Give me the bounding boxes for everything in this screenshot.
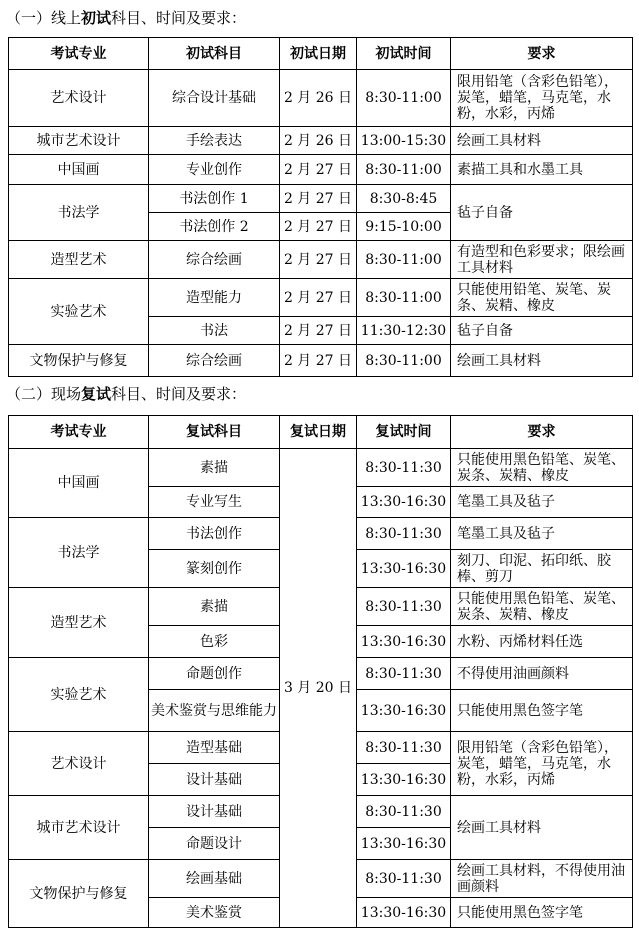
table-header-row — [9, 416, 633, 449]
cell-subject: 综合设计基础 — [149, 70, 280, 127]
cell-time: 13:30-16:30 — [357, 828, 451, 860]
header-major: 考试专业 — [9, 38, 149, 70]
cell-time: 8:30-11:30 — [357, 658, 451, 690]
table-row — [9, 185, 633, 213]
cell-date: 2 月 27 日 — [280, 279, 357, 317]
cell-major: 造型艺术 — [9, 588, 149, 658]
cell-time: 13:00-15:30 — [357, 127, 451, 155]
header-date: 复试日期 — [280, 416, 357, 449]
cell-date: 2 月 27 日 — [280, 185, 357, 213]
section1-suffix: 科目、时间及要求： — [111, 9, 247, 27]
cell-subject: 绘画基础 — [149, 860, 280, 898]
cell-time: 8:30-11:00 — [357, 70, 451, 127]
cell-requirement: 绘画工具材料，不得使用油画颜料 — [451, 860, 633, 898]
cell-requirement: 毡子自备 — [451, 185, 633, 241]
cell-time: 11:30-12:30 — [357, 317, 451, 345]
cell-subject: 造型基础 — [149, 732, 280, 764]
cell-subject: 书法 — [149, 317, 280, 345]
cell-subject: 色彩 — [149, 626, 280, 658]
preliminary-exam-table — [8, 37, 633, 377]
cell-requirement: 只能使用黑色铅笔、炭笔、炭条、炭精、橡皮 — [451, 449, 633, 487]
cell-time: 8:30-8:45 — [357, 185, 451, 213]
cell-major: 文物保护与修复 — [9, 345, 149, 377]
cell-major: 中国画 — [9, 155, 149, 185]
cell-subject: 美术鉴赏与思维能力 — [149, 690, 280, 732]
cell-subject: 书法创作 2 — [149, 213, 280, 241]
cell-requirement: 只能使用黑色铅笔、炭笔、炭条、炭精、橡皮 — [451, 588, 633, 626]
cell-time: 13:30-16:30 — [357, 690, 451, 732]
cell-requirement: 限用铅笔（含彩色铅笔），炭笔，蜡笔，马克笔，水粉，水彩，丙烯 — [451, 732, 633, 796]
header-date: 初试日期 — [280, 38, 357, 70]
cell-date: 2 月 26 日 — [280, 70, 357, 127]
table-row — [9, 449, 633, 487]
section2-suffix: 科目、时间及要求： — [111, 385, 247, 403]
cell-time: 13:30-16:30 — [357, 550, 451, 588]
cell-requirement: 笔墨工具及毡子 — [451, 518, 633, 550]
cell-time: 8:30-11:00 — [357, 155, 451, 185]
cell-subject: 书法创作 1 — [149, 185, 280, 213]
cell-time: 13:30-16:30 — [357, 764, 451, 796]
cell-time: 13:30-16:30 — [357, 626, 451, 658]
cell-subject: 设计基础 — [149, 796, 280, 828]
cell-time: 8:30-11:30 — [357, 732, 451, 764]
table-row — [9, 279, 633, 317]
cell-date: 2 月 27 日 — [280, 345, 357, 377]
cell-subject: 造型能力 — [149, 279, 280, 317]
cell-requirement: 绘画工具材料 — [451, 127, 633, 155]
section2-heading — [6, 384, 246, 404]
cell-time: 8:30-11:30 — [357, 860, 451, 898]
header-time: 初试时间 — [357, 38, 451, 70]
cell-major: 书法学 — [9, 518, 149, 588]
cell-subject: 美术鉴赏 — [149, 898, 280, 928]
cell-requirement: 只能使用黑色签字笔 — [451, 898, 633, 928]
cell-requirement: 绘画工具材料 — [451, 796, 633, 860]
table-row — [9, 127, 633, 155]
cell-major: 艺术设计 — [9, 732, 149, 796]
cell-subject: 设计基础 — [149, 764, 280, 796]
cell-subject: 综合绘画 — [149, 241, 280, 279]
header-requirement: 要求 — [451, 38, 633, 70]
cell-requirement: 笔墨工具及毡子 — [451, 487, 633, 518]
retest-exam-table — [8, 415, 633, 928]
cell-subject: 素描 — [149, 588, 280, 626]
table-row — [9, 70, 633, 127]
cell-subject: 专业创作 — [149, 155, 280, 185]
cell-time: 8:30-11:00 — [357, 279, 451, 317]
cell-major: 城市艺术设计 — [9, 127, 149, 155]
cell-date: 2 月 27 日 — [280, 241, 357, 279]
section1-bold: 初试 — [81, 9, 112, 27]
table-row — [9, 155, 633, 185]
section1-heading — [6, 8, 246, 28]
cell-time: 13:30-16:30 — [357, 487, 451, 518]
cell-subject: 命题创作 — [149, 658, 280, 690]
header-major: 考试专业 — [9, 416, 149, 449]
cell-major: 城市艺术设计 — [9, 796, 149, 860]
cell-subject: 篆刻创作 — [149, 550, 280, 588]
cell-requirement: 刻刀、印泥、拓印纸、胶棒、剪刀 — [451, 550, 633, 588]
cell-time: 8:30-11:00 — [357, 345, 451, 377]
cell-date: 2 月 27 日 — [280, 317, 357, 345]
cell-requirement: 水粉、丙烯材料任选 — [451, 626, 633, 658]
cell-date: 2 月 27 日 — [280, 213, 357, 241]
cell-major: 艺术设计 — [9, 70, 149, 127]
cell-date: 3 月 20 日 — [280, 449, 357, 928]
header-requirement: 要求 — [451, 416, 633, 449]
cell-requirement: 毡子自备 — [451, 317, 633, 345]
cell-major: 中国画 — [9, 449, 149, 518]
header-subject: 复试科目 — [149, 416, 280, 449]
cell-major: 造型艺术 — [9, 241, 149, 279]
cell-date: 2 月 27 日 — [280, 155, 357, 185]
cell-date: 2 月 26 日 — [280, 127, 357, 155]
cell-time: 8:30-11:30 — [357, 588, 451, 626]
cell-time: 8:30-11:30 — [357, 449, 451, 487]
cell-subject: 综合绘画 — [149, 345, 280, 377]
table-row — [9, 241, 633, 279]
cell-subject: 素描 — [149, 449, 280, 487]
cell-time: 8:30-11:30 — [357, 518, 451, 550]
cell-major: 实验艺术 — [9, 279, 149, 345]
header-time: 复试时间 — [357, 416, 451, 449]
cell-time: 13:30-16:30 — [357, 898, 451, 928]
section2-bold: 复试 — [81, 385, 112, 403]
cell-requirement: 限用铅笔（含彩色铅笔），炭笔，蜡笔，马克笔，水粉，水彩，丙烯 — [451, 70, 633, 127]
cell-major: 文物保护与修复 — [9, 860, 149, 928]
cell-time: 9:15-10:00 — [357, 213, 451, 241]
cell-subject: 专业写生 — [149, 487, 280, 518]
cell-subject: 命题设计 — [149, 828, 280, 860]
cell-subject: 手绘表达 — [149, 127, 280, 155]
cell-subject: 书法创作 — [149, 518, 280, 550]
cell-requirement: 只能使用铅笔、炭笔、炭条、炭精、橡皮 — [451, 279, 633, 317]
cell-major: 实验艺术 — [9, 658, 149, 732]
section1-prefix: （一）线上 — [6, 9, 82, 27]
cell-requirement: 不得使用油画颜料 — [451, 658, 633, 690]
cell-requirement: 素描工具和水墨工具 — [451, 155, 633, 185]
section2-prefix: （二）现场 — [6, 385, 82, 403]
cell-requirement: 只能使用黑色签字笔 — [451, 690, 633, 732]
cell-requirement: 有造型和色彩要求；限绘画工具材料 — [451, 241, 633, 279]
cell-time: 8:30-11:00 — [357, 241, 451, 279]
table-header-row — [9, 38, 633, 70]
cell-requirement: 绘画工具材料 — [451, 345, 633, 377]
cell-major: 书法学 — [9, 185, 149, 241]
table-row — [9, 345, 633, 377]
cell-time: 8:30-11:30 — [357, 796, 451, 828]
header-subject: 初试科目 — [149, 38, 280, 70]
